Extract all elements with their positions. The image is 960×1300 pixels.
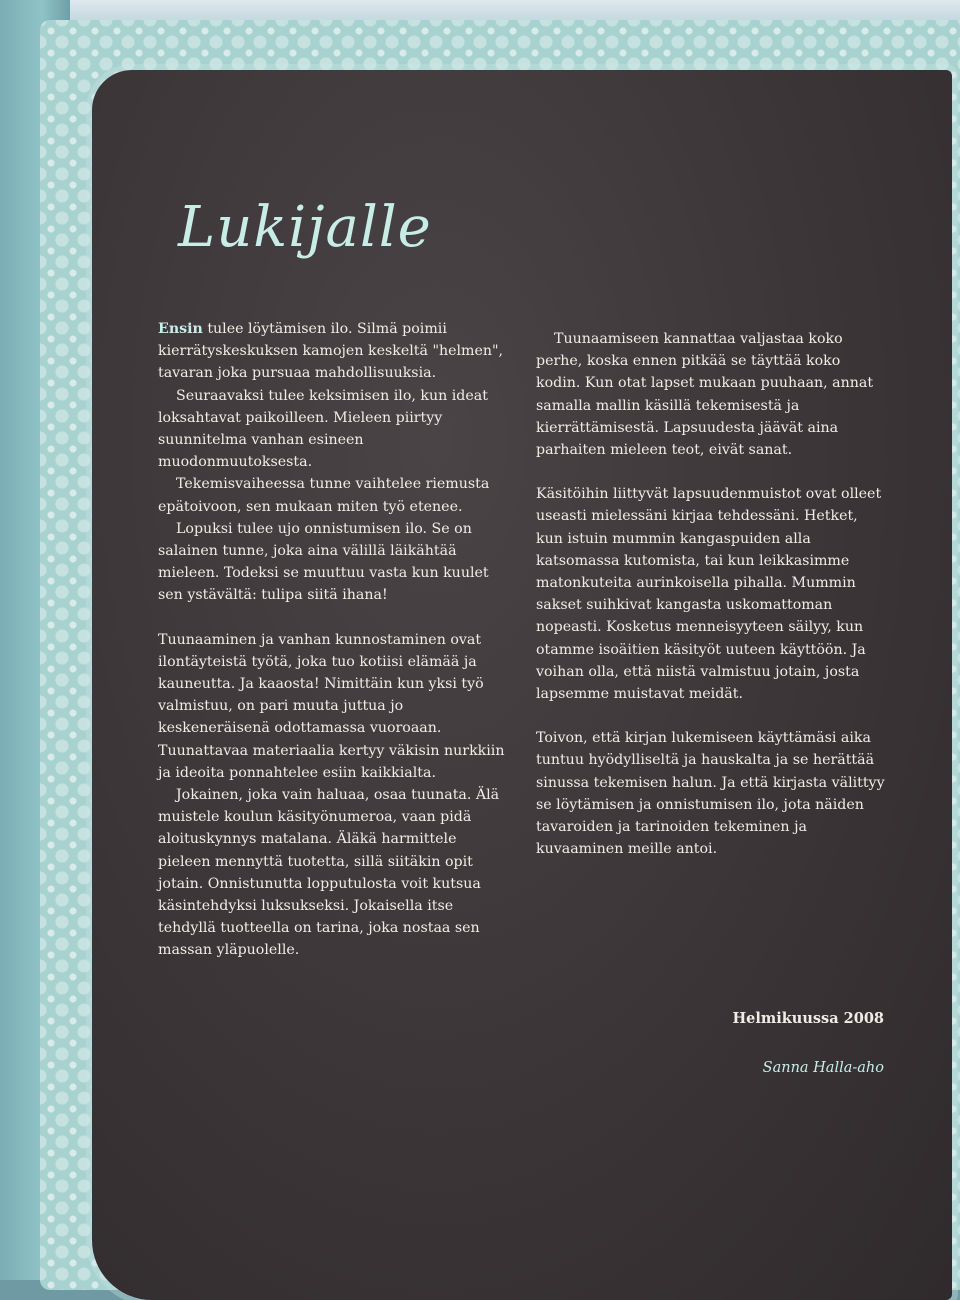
paragraph xyxy=(158,318,508,385)
author-signature: Sanna Halla-aho xyxy=(762,1060,884,1076)
paragraph: Seuraavaksi tulee keksimisen ilo, kun ideat loksahtavat paikoilleen. Mieleen piirtyy suunnitelma vanhan esineen muodonmuutoksesta. xyxy=(158,387,488,471)
paragraph: Jokainen, joka vain haluaa, osaa tuunata. Älä muistele koulun käsityönumeroa, vaan pidä aloituskynnys matalana. Äläkä harmittele pieleen mennyttä tuotetta, sillä siitäkin opit jotain. Onnistunutta lopputulosta voit kutsua käsintehdyksi luksukseksi. Jokaisella itse tehdyllä tuotteella on tarina, joka nostaa sen massan yläpuolelle. xyxy=(158,787,500,959)
date-line: Helmikuussa 2008 xyxy=(732,1010,884,1027)
paragraph: Käsitöihin liittyvät lapsuudenmuistot ovat olleet useasti mielessäni kirjaa tehdessäni. Hetket, kun istuin mummin kangaspuiden alla katsomassa kutomista, tai kun leikkasimme matonkuteita aurinkoisella pihalla. Mummin sakset suihkivat kangasta uskomattoman nopeasti. Kosketus menneisyyteen säilyy, kun otamme isoäitien käsityöt uuteen käyttöön. Ja voihan olla, että niistä valmistuu jotain, josta lapsemme muistavat meidät. xyxy=(536,486,882,703)
paragraph: Tuunaamiseen kannattaa valjastaa koko perhe, koska ennen pitkää se täyttää koko kodin. Kun otat lapset mukaan puuhaan, annat samalla mallin käsillä tekemisestä ja kierrättämisestä. Lapsuudesta jäävät aina parhaiten mieleen teot, eivät sanat. xyxy=(536,331,874,459)
paragraph: Tuunaaminen ja vanhan kunnostaminen ovat ilontäyteistä työtä, joka tuo kotiisi elämää ja kauneutta. Ja kaaosta! Nimittäin kun yksi työ valmistuu, on pari muuta juttua jo keskeneräisenä odottamassa vuoroaan. Tuunattavaa materiaalia kertyy väkisin nurkkiin ja ideoita ponnahtelee esiin kaikkialta. xyxy=(158,631,505,781)
lead-word: Ensin xyxy=(158,321,203,337)
paragraph: Lopuksi tulee ujo onnistumisen ilo. Se on salainen tunne, joka aina välillä läikähtää mieleen. Todeksi se muuttuu vasta kun kuulet sen ystävältä: tulipa siitä ihana! xyxy=(158,520,489,604)
paragraph: Toivon, että kirjan lukemiseen käyttämäsi aika tuntuu hyödylliseltä ja hauskalta ja se herättää sinussa tekemisen halun. Ja että kirjasta välittyy se löytämisen ja onnistumisen ilo, jota näiden tavaroiden ja tarinoiden tekeminen ja kuvaaminen meille antoi. xyxy=(536,730,885,858)
paragraph: Tekemisvaiheessa tunne vaihtelee riemusta epätoivoon, sen mukaan miten työ etenee. xyxy=(158,476,490,515)
left-column xyxy=(158,318,508,962)
page-title: Lukijalle xyxy=(178,195,432,260)
paragraph-text: tulee löytämisen ilo. Silmä poimii kierrätyskeskuksen kamojen keskeltä "helmen", tavaran joka pursuaa mahdollisuuksia. xyxy=(158,321,504,382)
right-column xyxy=(536,328,886,860)
